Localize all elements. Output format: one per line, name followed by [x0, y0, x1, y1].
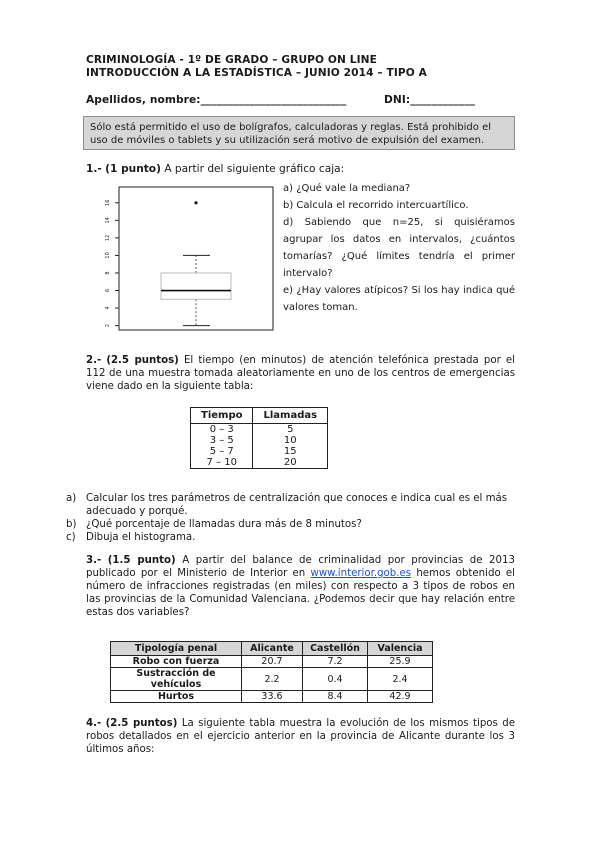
q3-text-before: A partir del balance de criminalidad por provincias de 2013 publicado por el Ministerio de Interior en	[86, 555, 515, 579]
q1-item-a: a) ¿Qué vale la mediana?	[283, 183, 411, 194]
y-tick-label: 14	[105, 217, 111, 224]
list-text: ¿Qué porcentaje de llamadas dura más de 8 minutos?	[86, 519, 362, 530]
table-row	[191, 424, 328, 436]
q1-points: (1 punto)	[105, 163, 161, 175]
cell: 0.4	[303, 668, 368, 691]
q3-number: 3.-	[86, 555, 102, 566]
list-marker: b)	[66, 519, 77, 530]
q3-header-tipologia: Tipología penal	[111, 642, 242, 656]
y-tick-label: 8	[105, 271, 111, 275]
cell: 33.6	[242, 691, 303, 703]
q2-items	[66, 492, 516, 544]
q2-points: (2.5 puntos)	[106, 355, 179, 366]
list-marker: c)	[66, 532, 76, 543]
cell: 5	[253, 424, 328, 436]
table-row	[111, 691, 433, 703]
exam-title: INTRODUCCIÓN A LA ESTADÍSTICA – JUNIO 2014 – TIPO A	[86, 67, 427, 79]
q2-table	[190, 407, 328, 469]
q4-number: 4.-	[86, 718, 102, 729]
q1-item-b: b) Calcula el recorrido intercuartílico.	[283, 200, 469, 211]
table-row	[191, 435, 328, 446]
y-axis	[105, 200, 119, 328]
cell: 2.2	[242, 668, 303, 691]
y-tick-label: 12	[105, 234, 111, 242]
interior-link[interactable]: www.interior.gob.es	[310, 568, 412, 579]
dni-field-label: DNI:____________	[384, 94, 476, 106]
q1-item-e: e) ¿Hay valores atípicos? Si los hay indica qué valores toman.	[283, 285, 515, 313]
cell: 2.4	[368, 668, 433, 691]
outlier-point	[194, 201, 197, 204]
table-row	[111, 668, 433, 691]
cell: Robo con fuerza	[111, 656, 242, 668]
table-row	[191, 457, 328, 469]
q1-items	[283, 180, 515, 316]
cell: 7.2	[303, 656, 368, 668]
q2-text: El tiempo (en minutos) de atención telefónica prestada por el 112 de una muestra tomada aleatoriamente en uno de los centros de emergencias viene dado en la siguiente tabla:	[86, 355, 515, 392]
cell: 25.9	[368, 656, 433, 668]
y-tick-label: 10	[105, 252, 111, 259]
list-text: Dibuja el histograma.	[86, 532, 196, 543]
list-item	[66, 531, 516, 544]
q2-number: 2.-	[86, 355, 102, 366]
q4-text: La siguiente tabla muestra la evolución de los mismos tipos de robos detallados en el ejercicio anterior en la provincia de Alicante durante los 3 últimos años:	[86, 718, 515, 755]
cell: 5 – 7	[191, 446, 253, 457]
cell: 20	[253, 457, 328, 469]
name-field-label: Apellidos, nombre:___________________________	[86, 94, 347, 106]
table-row	[191, 446, 328, 457]
cell: 10	[253, 435, 328, 446]
cell: 15	[253, 446, 328, 457]
cell: 8.4	[303, 691, 368, 703]
q1-heading	[86, 163, 344, 176]
cell: 7 – 10	[191, 457, 253, 469]
list-item	[66, 518, 516, 531]
cell: 20.7	[242, 656, 303, 668]
q1-item-d: d) Sabiendo que n=25, si quisiéramos agrupar los datos en intervalos, ¿cuántos tomarías? ¿Qué límites tendría el primer intervalo?	[283, 217, 515, 279]
table-row	[111, 656, 433, 668]
list-marker: a)	[66, 493, 77, 504]
q2-statement	[86, 354, 515, 393]
q3-header-alicante: Alicante	[242, 642, 303, 656]
cell: 42.9	[368, 691, 433, 703]
q1-intro: A partir del siguiente gráfico caja:	[164, 163, 345, 175]
q3-header-valencia: Valencia	[368, 642, 433, 656]
box-group	[161, 201, 231, 325]
y-tick-label: 16	[105, 199, 111, 206]
y-tick-label: 2	[105, 324, 111, 328]
list-text: Calcular los tres parámetros de centralización que conoces e indica cual es el más adecuado y porqué.	[86, 493, 508, 517]
q3-points: (1.5 punto)	[107, 555, 176, 566]
course-title: CRIMINOLOGÍA - 1º DE GRADO – GRUPO ON LINE	[86, 54, 377, 66]
cell: Hurtos	[111, 691, 242, 703]
q3-text-after: hemos obtenido el número de infracciones registradas (en miles) con respecto a 3 tipos de robos en las provincias de la Comunidad Valenciana. ¿Podemos decir que hay relación entre estas dos variables?	[86, 568, 515, 618]
iqr-box	[161, 273, 231, 299]
boxplot-chart	[94, 182, 280, 334]
cell: 0 – 3	[191, 424, 253, 436]
q4-statement	[86, 717, 515, 756]
exam-notice: Sólo está permitido el uso de bolígrafos, calculadoras y reglas. Está prohibido el uso de móviles o tablets y su utilización será motivo de expulsión del examen.	[83, 116, 515, 150]
y-tick-label: 6	[105, 288, 111, 293]
y-tick-label: 4	[105, 306, 111, 310]
list-item	[66, 492, 516, 518]
q3-table	[110, 641, 433, 703]
q2-header-tiempo: Tiempo	[191, 408, 253, 424]
q2-header-llamadas: Llamadas	[253, 408, 328, 424]
cell: 3 – 5	[191, 435, 253, 446]
q3-header-castellon: Castellón	[303, 642, 368, 656]
cell: Sustracción de vehículos	[111, 668, 242, 691]
q4-points: (2.5 puntos)	[105, 718, 178, 729]
q3-statement	[86, 554, 515, 619]
q1-number: 1.-	[86, 163, 102, 175]
